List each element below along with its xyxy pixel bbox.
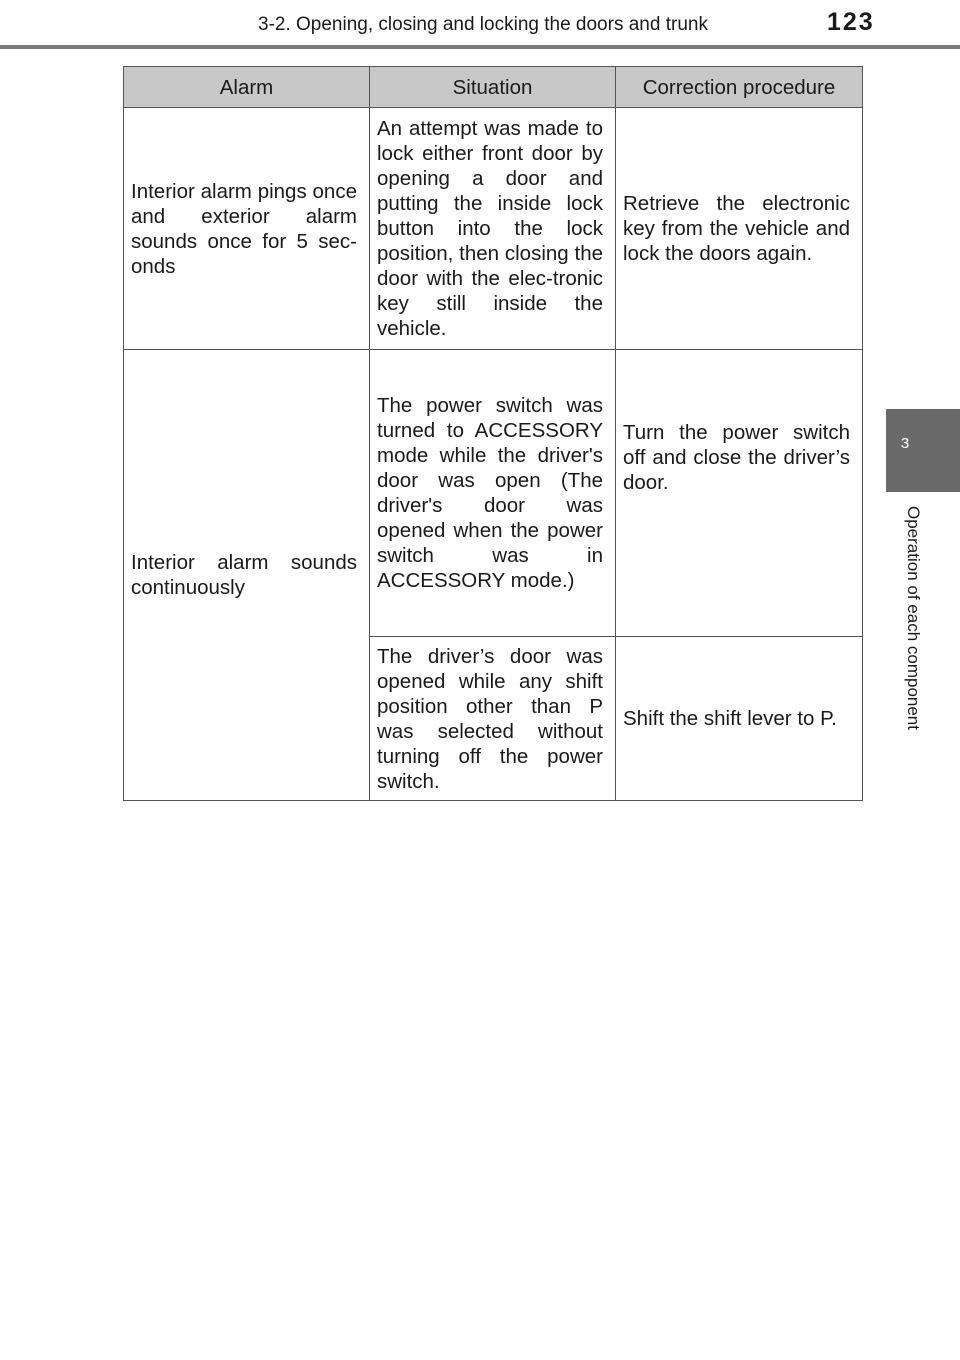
header-divider xyxy=(0,45,960,49)
situation-cell: An attempt was made to lock either front door by opening a door and putting the inside lock button into the lock position, then closing the door with the elec-tronic key still inside the vehicle. xyxy=(370,108,616,350)
column-header-correction: Correction procedure xyxy=(616,67,863,108)
chapter-label: Operation of each component xyxy=(904,506,923,730)
chapter-tab xyxy=(886,409,960,492)
page-number: 123 xyxy=(827,8,875,36)
table-header-row xyxy=(124,67,863,108)
alarm-cell: Interior alarm pings once and exterior alarm sounds once for 5 sec-onds xyxy=(124,108,370,350)
situation-cell: The driver’s door was opened while any shift position other than P was selected without turning off the power switch. xyxy=(370,637,616,801)
alarm-table xyxy=(123,66,863,801)
page-header xyxy=(0,0,960,50)
column-header-situation: Situation xyxy=(370,67,616,108)
correction-cell: Turn the power switch off and close the driver’s door. xyxy=(616,350,863,637)
table-row xyxy=(124,350,863,637)
chapter-number: 3 xyxy=(900,435,910,452)
situation-cell: The power switch was turned to ACCESSORY mode while the driver's door was open (The driver's door was opened when the power switch was in ACCESSORY mode.) xyxy=(370,350,616,637)
alarm-cell: Interior alarm sounds continuously xyxy=(124,350,370,801)
column-header-alarm: Alarm xyxy=(124,67,370,108)
correction-cell: Shift the shift lever to P. xyxy=(616,637,863,801)
section-title: 3-2. Opening, closing and locking the doors and trunk xyxy=(258,14,708,35)
table-row xyxy=(124,108,863,350)
correction-cell: Retrieve the electronic key from the vehicle and lock the doors again. xyxy=(616,108,863,350)
